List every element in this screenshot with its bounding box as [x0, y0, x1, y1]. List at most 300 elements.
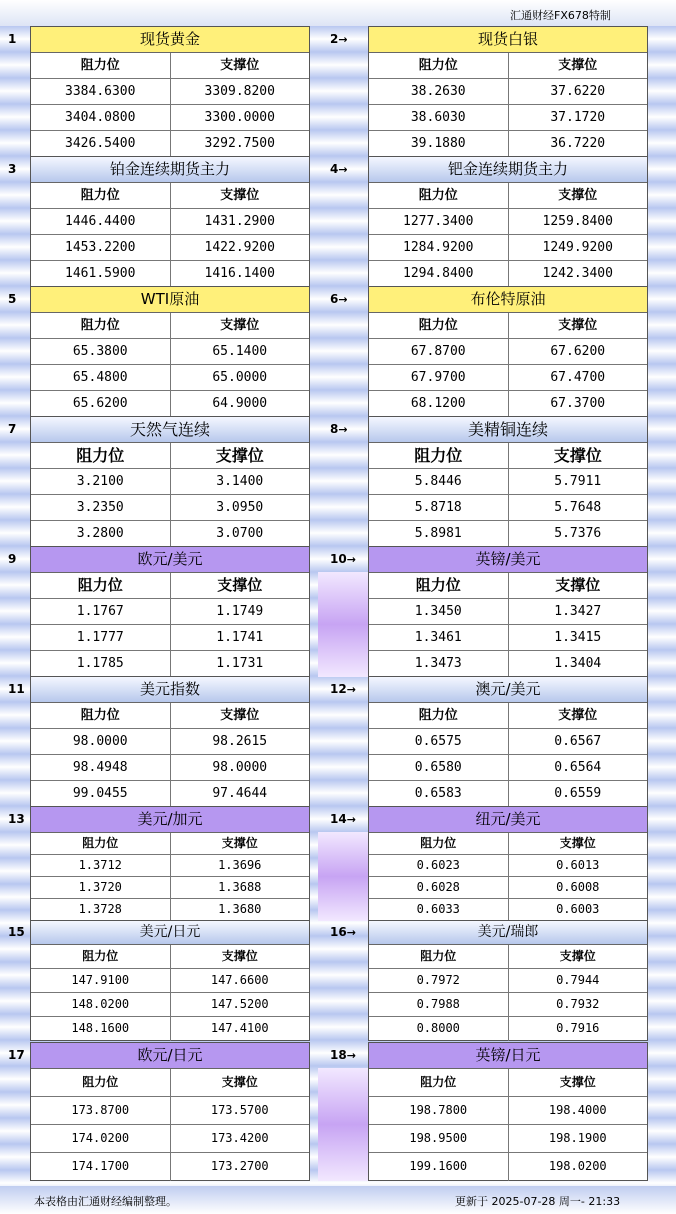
- level-row: [369, 391, 647, 417]
- resistance-value: 148.1600: [31, 1017, 171, 1041]
- support-value: 3292.7500: [204, 136, 275, 151]
- support-value: 65.0000: [212, 370, 268, 385]
- arrow-right-icon: →: [338, 293, 348, 306]
- resistance-value: 174.1700: [31, 1153, 171, 1181]
- support-header: 支撑位: [215, 446, 264, 465]
- level-row: [369, 495, 647, 521]
- resistance-value: 1.3461: [369, 625, 509, 650]
- resistance-value: 173.8700: [31, 1097, 171, 1124]
- resistance-value: 0.6028: [369, 877, 509, 898]
- support-header: 支撑位: [220, 318, 260, 333]
- support-value: 198.1900: [548, 1131, 607, 1145]
- support-value: 1259.8400: [542, 214, 613, 229]
- instrument-number: [330, 422, 348, 436]
- instrument-number: [330, 1048, 356, 1062]
- instrument-number-text: 1: [8, 32, 17, 46]
- support-header: 支撑位: [559, 1075, 596, 1089]
- arrow-right-icon: →: [346, 553, 356, 566]
- instrument-number-text: 7: [8, 422, 17, 436]
- level-row: [31, 855, 309, 877]
- resistance-value: 98.4948: [31, 755, 171, 780]
- instrument-panel: [368, 676, 648, 807]
- support-header: 支撑位: [221, 1075, 258, 1089]
- column-header-row: [31, 183, 309, 209]
- level-row: [369, 131, 647, 157]
- column-header-row: [369, 1069, 647, 1097]
- resistance-value: 3426.5400: [31, 131, 171, 157]
- support-value: 0.7932: [556, 997, 600, 1011]
- support-value: 1242.3400: [542, 266, 613, 281]
- resistance-value: 0.6033: [369, 899, 509, 921]
- instrument-title: 欧元/美元: [31, 547, 309, 573]
- support-value: 0.6559: [554, 786, 602, 801]
- resistance-value: 174.0200: [31, 1125, 171, 1152]
- instrument-number: [8, 162, 16, 176]
- resistance-header: 阻力位: [369, 703, 509, 728]
- instrument-panel: [30, 676, 310, 807]
- support-value: 173.4200: [210, 1131, 269, 1145]
- instrument-panel: [368, 806, 648, 921]
- instrument-number: [330, 162, 348, 176]
- instrument-number-text: 4: [330, 162, 339, 176]
- resistance-value: 0.6023: [369, 855, 509, 876]
- support-value: 0.6567: [554, 734, 602, 749]
- support-header: 支撑位: [558, 58, 598, 73]
- column-header-row: [369, 53, 647, 79]
- level-row: [369, 521, 647, 547]
- level-row: [369, 899, 647, 921]
- arrow-right-icon: →: [338, 423, 348, 436]
- instrument-title: 美元指数: [31, 677, 309, 703]
- support-value: 1431.2900: [204, 214, 275, 229]
- resistance-value: 3.2800: [31, 521, 171, 547]
- instrument-number: [330, 552, 356, 566]
- support-value: 147.5200: [210, 997, 269, 1011]
- level-row: [31, 495, 309, 521]
- level-row: [369, 855, 647, 877]
- support-value: 67.4700: [550, 370, 606, 385]
- resistance-value: 0.6580: [369, 755, 509, 780]
- instrument-title: 美精铜连续: [369, 417, 647, 443]
- arrow-right-icon: →: [338, 163, 348, 176]
- instrument-panel: [30, 416, 310, 547]
- level-row: [31, 339, 309, 365]
- level-row: [369, 599, 647, 625]
- resistance-value: 0.8000: [369, 1017, 509, 1041]
- instrument-title: 美元/加元: [31, 807, 309, 833]
- resistance-header: 阻力位: [31, 313, 171, 338]
- resistance-header: 阻力位: [31, 833, 171, 854]
- resistance-value: 1453.2200: [31, 235, 171, 260]
- instrument-panel: [30, 156, 310, 287]
- support-value: 0.6564: [554, 760, 602, 775]
- support-value: 1.1749: [216, 604, 264, 619]
- level-row: [369, 781, 647, 807]
- level-row: [31, 1125, 309, 1153]
- resistance-value: 1294.8400: [369, 261, 509, 287]
- column-header-row: [31, 53, 309, 79]
- resistance-header: 阻力位: [31, 703, 171, 728]
- instrument-number: [8, 812, 25, 826]
- resistance-value: 38.6030: [369, 105, 509, 130]
- top-bar: [0, 0, 676, 26]
- level-row: [369, 729, 647, 755]
- resistance-header: 阻力位: [31, 573, 171, 598]
- resistance-value: 1.3728: [31, 899, 171, 921]
- level-row: [369, 1017, 647, 1041]
- instrument-number: [8, 1048, 25, 1062]
- support-value: 1.1741: [216, 630, 264, 645]
- instrument-title: 美元/瑞郎: [369, 921, 647, 945]
- resistance-value: 0.6583: [369, 781, 509, 807]
- purple-gutter: [318, 832, 368, 921]
- level-row: [369, 651, 647, 677]
- level-row: [369, 969, 647, 993]
- instrument-number-text: 2: [330, 32, 339, 46]
- resistance-value: 65.3800: [31, 339, 171, 364]
- resistance-header: 阻力位: [31, 945, 171, 968]
- column-header-row: [31, 833, 309, 855]
- resistance-value: 38.2630: [369, 79, 509, 104]
- resistance-value: 1.1785: [31, 651, 171, 677]
- level-row: [31, 105, 309, 131]
- instrument-number: [8, 552, 16, 566]
- instrument-panel: [30, 920, 310, 1041]
- level-row: [369, 79, 647, 105]
- instrument-number: [330, 682, 356, 696]
- resistance-value: 148.0200: [31, 993, 171, 1016]
- resistance-value: 147.9100: [31, 969, 171, 992]
- resistance-header: 阻力位: [369, 833, 509, 854]
- resistance-header: 阻力位: [31, 443, 171, 468]
- instrument-title: WTI原油: [31, 287, 309, 313]
- column-header-row: [31, 443, 309, 469]
- column-header-row: [31, 573, 309, 599]
- resistance-value: 1284.9200: [369, 235, 509, 260]
- support-value: 3.0950: [216, 500, 264, 515]
- instrument-title: 英镑/美元: [369, 547, 647, 573]
- support-value: 1249.9200: [542, 240, 613, 255]
- level-row: [31, 261, 309, 287]
- level-row: [31, 209, 309, 235]
- arrow-right-icon: →: [346, 683, 356, 696]
- support-value: 5.7376: [554, 526, 602, 541]
- resistance-value: 67.8700: [369, 339, 509, 364]
- resistance-header: 阻力位: [31, 1069, 171, 1096]
- support-header: 支撑位: [559, 949, 596, 963]
- instrument-title: 现货白银: [369, 27, 647, 53]
- level-row: [369, 365, 647, 391]
- support-value: 198.4000: [548, 1103, 607, 1117]
- resistance-header: 阻力位: [369, 945, 509, 968]
- arrow-right-icon: →: [346, 1049, 356, 1062]
- instrument-number: [8, 32, 16, 46]
- instrument-number: [330, 812, 356, 826]
- level-row: [31, 391, 309, 417]
- level-row: [369, 1097, 647, 1125]
- support-header: 支撑位: [221, 836, 258, 850]
- level-row: [31, 521, 309, 547]
- support-value: 1.3404: [554, 656, 602, 671]
- resistance-value: 198.9500: [369, 1125, 509, 1152]
- level-row: [369, 235, 647, 261]
- support-value: 1.3688: [218, 880, 262, 894]
- support-value: 1.3415: [554, 630, 602, 645]
- support-value: 1.3680: [218, 902, 262, 916]
- instrument-number: [330, 292, 348, 306]
- support-value: 147.4100: [210, 1021, 269, 1035]
- resistance-header: 阻力位: [369, 573, 509, 598]
- resistance-value: 67.9700: [369, 365, 509, 390]
- support-value: 1.1731: [216, 656, 264, 671]
- support-header: 支撑位: [553, 446, 602, 465]
- instrument-panel: [30, 1042, 310, 1181]
- resistance-value: 5.8981: [369, 521, 509, 547]
- update-time: 更新于 2025-07-28 周一- 21:33: [455, 1195, 621, 1208]
- instrument-number-text: 9: [8, 552, 17, 566]
- support-value: 67.3700: [550, 396, 606, 411]
- instrument-title: 英镑/日元: [369, 1043, 647, 1069]
- level-row: [369, 469, 647, 495]
- resistance-value: 3.2100: [31, 469, 171, 494]
- instrument-title: 钯金连续期货主力: [369, 157, 647, 183]
- instrument-panel: [368, 1042, 648, 1181]
- level-row: [369, 625, 647, 651]
- support-value: 0.7944: [556, 973, 600, 987]
- support-value: 1.3427: [554, 604, 602, 619]
- resistance-value: 1.3712: [31, 855, 171, 876]
- resistance-header: 阻力位: [369, 183, 509, 208]
- support-header: 支撑位: [221, 949, 258, 963]
- instrument-title: 澳元/美元: [369, 677, 647, 703]
- level-row: [31, 729, 309, 755]
- support-value: 3.1400: [216, 474, 264, 489]
- level-row: [31, 781, 309, 807]
- instrument-number: [8, 682, 25, 696]
- level-row: [31, 1153, 309, 1181]
- instrument-number-text: 6: [330, 292, 339, 306]
- support-header: 支撑位: [220, 188, 260, 203]
- instrument-number-text: 8: [330, 422, 339, 436]
- support-header: 支撑位: [217, 576, 263, 594]
- footer: [0, 1186, 676, 1214]
- resistance-header: 阻力位: [369, 313, 509, 338]
- level-row: [31, 235, 309, 261]
- instrument-panel: [368, 156, 648, 287]
- instrument-title: 欧元/日元: [31, 1043, 309, 1069]
- instrument-panel: [368, 920, 648, 1041]
- support-value: 173.2700: [210, 1159, 269, 1173]
- level-row: [31, 899, 309, 921]
- resistance-value: 199.1600: [369, 1153, 509, 1181]
- level-row: [369, 993, 647, 1017]
- column-header-row: [369, 183, 647, 209]
- resistance-value: 1.3450: [369, 599, 509, 624]
- support-value: 3300.0000: [204, 110, 275, 125]
- level-row: [31, 131, 309, 157]
- instrument-title: 美元/日元: [31, 921, 309, 945]
- instrument-number-text: 10: [330, 552, 347, 566]
- column-header-row: [369, 833, 647, 855]
- column-header-row: [369, 443, 647, 469]
- column-header-row: [31, 313, 309, 339]
- support-value: 1422.9200: [204, 240, 275, 255]
- level-row: [31, 755, 309, 781]
- resistance-value: 5.8718: [369, 495, 509, 520]
- instrument-panel: [30, 546, 310, 677]
- resistance-value: 39.1880: [369, 131, 509, 157]
- instrument-title: 纽元/美元: [369, 807, 647, 833]
- purple-gutter: [318, 572, 368, 677]
- instrument-number-text: 18: [330, 1048, 347, 1062]
- support-value: 67.6200: [550, 344, 606, 359]
- instrument-title: 铂金连续期货主力: [31, 157, 309, 183]
- instrument-number: [8, 422, 16, 436]
- resistance-header: 阻力位: [369, 1069, 509, 1096]
- support-value: 37.6220: [550, 84, 606, 99]
- level-row: [31, 365, 309, 391]
- support-value: 0.6008: [556, 880, 600, 894]
- support-value: 198.0200: [548, 1159, 607, 1173]
- support-value: 5.7911: [554, 474, 602, 489]
- resistance-header: 阻力位: [31, 183, 171, 208]
- resistance-value: 1.3473: [369, 651, 509, 677]
- instrument-number-text: 17: [8, 1048, 25, 1062]
- resistance-value: 1446.4400: [31, 209, 171, 234]
- instrument-number-text: 16: [330, 925, 347, 939]
- level-row: [369, 877, 647, 899]
- instrument-number-text: 12: [330, 682, 347, 696]
- support-value: 0.6003: [556, 902, 600, 916]
- instrument-panel: [30, 286, 310, 417]
- level-row: [31, 79, 309, 105]
- support-value: 97.4644: [212, 786, 268, 801]
- column-header-row: [369, 573, 647, 599]
- instrument-number-text: 13: [8, 812, 25, 826]
- level-row: [31, 651, 309, 677]
- instrument-panel: [30, 806, 310, 921]
- instrument-number: [8, 925, 25, 939]
- resistance-value: 1277.3400: [369, 209, 509, 234]
- level-row: [31, 625, 309, 651]
- support-header: 支撑位: [558, 318, 598, 333]
- resistance-header: 阻力位: [369, 53, 509, 78]
- level-row: [31, 877, 309, 899]
- instrument-title: 现货黄金: [31, 27, 309, 53]
- instrument-number: [330, 925, 356, 939]
- column-header-row: [31, 703, 309, 729]
- resistance-value: 65.6200: [31, 391, 171, 417]
- arrow-right-icon: →: [346, 813, 356, 826]
- resistance-value: 1.1777: [31, 625, 171, 650]
- support-value: 98.0000: [212, 760, 268, 775]
- support-header: 支撑位: [220, 58, 260, 73]
- instrument-panel: [368, 286, 648, 417]
- level-row: [369, 1125, 647, 1153]
- resistance-value: 99.0455: [31, 781, 171, 807]
- arrow-right-icon: →: [338, 33, 348, 46]
- resistance-value: 3404.0800: [31, 105, 171, 130]
- support-value: 36.7220: [550, 136, 606, 151]
- instrument-number: [330, 32, 348, 46]
- support-value: 98.2615: [212, 734, 268, 749]
- level-row: [31, 1097, 309, 1125]
- support-value: 65.1400: [212, 344, 268, 359]
- resistance-value: 198.7800: [369, 1097, 509, 1124]
- instrument-panel: [368, 416, 648, 547]
- resistance-value: 0.6575: [369, 729, 509, 754]
- instrument-title: 布伦特原油: [369, 287, 647, 313]
- support-header: 支撑位: [559, 836, 596, 850]
- level-row: [369, 339, 647, 365]
- column-header-row: [31, 1069, 309, 1097]
- instrument-title: 天然气连续: [31, 417, 309, 443]
- column-header-row: [369, 945, 647, 969]
- column-header-row: [369, 313, 647, 339]
- support-value: 1416.1400: [204, 266, 275, 281]
- instrument-number-text: 14: [330, 812, 347, 826]
- resistance-header: 阻力位: [369, 443, 509, 468]
- resistance-value: 68.1200: [369, 391, 509, 417]
- level-row: [369, 1153, 647, 1181]
- support-value: 3.0700: [216, 526, 264, 541]
- resistance-header: 阻力位: [31, 53, 171, 78]
- purple-gutter: [318, 1068, 368, 1181]
- support-value: 37.1720: [550, 110, 606, 125]
- support-value: 147.6600: [210, 973, 269, 987]
- resistance-value: 0.7988: [369, 993, 509, 1016]
- instrument-number: [8, 292, 16, 306]
- level-row: [31, 993, 309, 1017]
- resistance-value: 1.1767: [31, 599, 171, 624]
- brand-label: 汇通财经FX678特制: [510, 9, 611, 22]
- support-value: 64.9000: [212, 396, 268, 411]
- level-row: [369, 755, 647, 781]
- support-value: 1.3696: [218, 858, 262, 872]
- arrow-right-icon: →: [346, 926, 356, 939]
- instrument-number-text: 15: [8, 925, 25, 939]
- resistance-value: 5.8446: [369, 469, 509, 494]
- resistance-value: 0.7972: [369, 969, 509, 992]
- instrument-number-text: 11: [8, 682, 25, 696]
- support-header: 支撑位: [555, 576, 601, 594]
- resistance-value: 3.2350: [31, 495, 171, 520]
- resistance-value: 3384.6300: [31, 79, 171, 104]
- column-header-row: [31, 945, 309, 969]
- support-header: 支撑位: [558, 188, 598, 203]
- level-row: [369, 209, 647, 235]
- instrument-panel: [368, 26, 648, 157]
- resistance-value: 1.3720: [31, 877, 171, 898]
- instrument-number-text: 3: [8, 162, 17, 176]
- support-value: 173.5700: [210, 1103, 269, 1117]
- column-header-row: [369, 703, 647, 729]
- support-header: 支撑位: [220, 708, 260, 723]
- support-value: 3309.8200: [204, 84, 275, 99]
- support-value: 0.7916: [556, 1021, 600, 1035]
- level-row: [369, 105, 647, 131]
- instrument-panel: [368, 546, 648, 677]
- support-header: 支撑位: [558, 708, 598, 723]
- level-row: [31, 969, 309, 993]
- support-value: 5.7648: [554, 500, 602, 515]
- instrument-number-text: 5: [8, 292, 17, 306]
- resistance-value: 1461.5900: [31, 261, 171, 287]
- resistance-value: 65.4800: [31, 365, 171, 390]
- level-row: [31, 469, 309, 495]
- level-row: [31, 599, 309, 625]
- resistance-value: 98.0000: [31, 729, 171, 754]
